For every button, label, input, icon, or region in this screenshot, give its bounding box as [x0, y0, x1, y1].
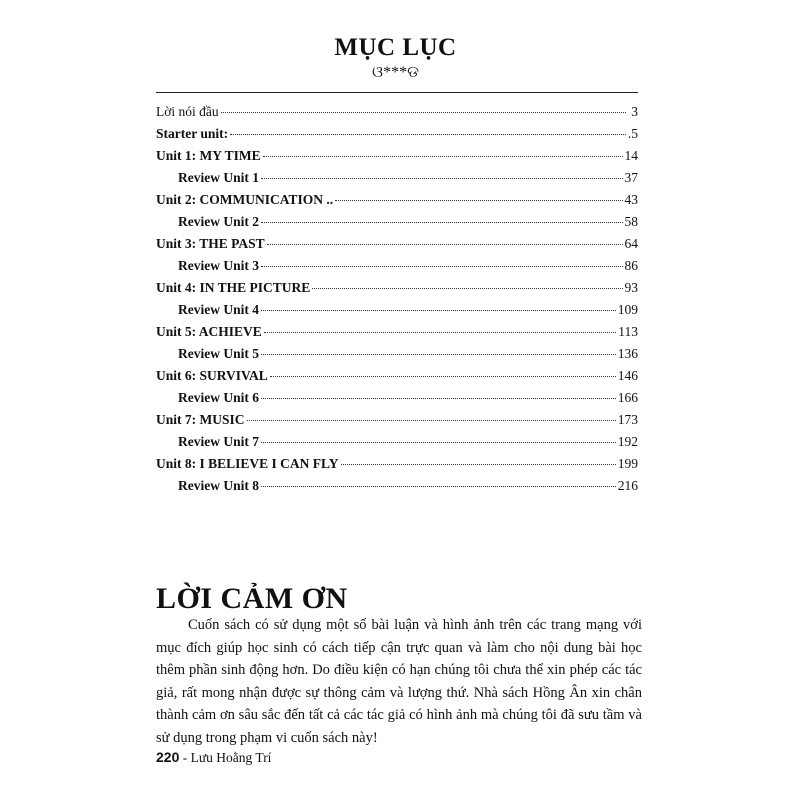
toc-entry-page: 37: [624, 170, 638, 185]
toc-entry-page: 3: [631, 104, 638, 119]
toc-entry-label: Review Unit 2: [178, 214, 259, 229]
thanks-title: LỜI CẢM ƠN: [156, 582, 348, 615]
toc-list: [156, 104, 638, 500]
toc-subentry: [156, 170, 638, 192]
toc-leader-dots: [270, 375, 616, 377]
toc-subentry: [156, 258, 638, 280]
toc-entry: [156, 280, 638, 302]
toc-leader-dots: [263, 155, 623, 157]
toc-entry-page: 166: [617, 390, 638, 405]
toc-entry-label: Unit 8: I BELIEVE I CAN FLY: [156, 456, 339, 471]
toc-entry-label: Review Unit 1: [178, 170, 259, 185]
toc-leader-dots: [247, 419, 616, 421]
toc-leader-dots: [261, 309, 616, 311]
toc-entry-label: Unit 7: MUSIC: [156, 412, 245, 427]
toc-entry-label: Unit 3: THE PAST: [156, 236, 265, 251]
toc-leader-dots: [267, 243, 623, 245]
toc-subentry: [156, 434, 638, 456]
toc-leader-dots: [261, 353, 616, 355]
toc-subentry: [156, 214, 638, 236]
toc-entry: [156, 324, 638, 346]
toc-entry-label: Review Unit 8: [178, 478, 259, 493]
toc-entry-page: 109: [617, 302, 638, 317]
toc-leader-dots: [261, 221, 623, 223]
toc-leader-dots: [261, 397, 616, 399]
toc-entry-page: 146: [617, 368, 638, 383]
toc-leader-dots: [335, 199, 622, 201]
toc-subentry: [156, 478, 638, 500]
toc-subentry: [156, 346, 638, 368]
page-number: 220: [156, 749, 180, 765]
toc-subentry: [156, 390, 638, 412]
toc-entry: [156, 412, 638, 434]
toc-entry-page: 43: [624, 192, 638, 207]
toc-leader-dots: [221, 111, 626, 113]
toc-entry-label: Unit 2: COMMUNICATION ..: [156, 192, 334, 207]
toc-entry-page: 199: [617, 456, 638, 471]
toc-entry: [156, 192, 638, 214]
toc-leader-dots: [261, 177, 623, 179]
toc-leader-dots: [312, 287, 622, 289]
toc-entry: [156, 456, 638, 478]
thanks-body: Cuốn sách có sử dụng một số bài luận và hình ảnh trên các trang mạng với mục đích giúp học sinh có cách tiếp cận trực quan và làm cho nội dung bài học thêm phần sinh động hơn. Do điều kiện có hạn chúng tôi chưa thể xin phép các tác giả, rất mong nhận được sự thông cảm và lượng thứ. Nhà sách Hồng Ân xin chân thành cảm ơn sâu sắc đến tất cả các tác giả có hình ảnh mà chúng tôi đã sưu tầm và sử dụng trong phạm vi cuốn sách này!: [156, 617, 642, 746]
toc-entry-label: Unit 4: IN THE PICTURE: [156, 280, 311, 295]
toc-leader-dots: [261, 441, 616, 443]
toc-entry-label: Review Unit 5: [178, 346, 259, 361]
page-footer: [156, 749, 271, 766]
toc-entry: [156, 148, 638, 170]
toc-divider: [156, 92, 638, 93]
toc-entry: [156, 104, 638, 126]
toc-entry-page: 136: [617, 346, 638, 361]
footer-author: Lưu Hoằng Trí: [190, 750, 272, 765]
toc-entry-label: Unit 5: ACHIEVE: [156, 324, 262, 339]
toc-title: MỤC LỤC: [334, 34, 457, 61]
toc-entry-label: Review Unit 7: [178, 434, 259, 449]
toc-entry-page: 58: [624, 214, 638, 229]
toc-entry-page: 173: [617, 412, 638, 427]
toc-subentry: [156, 302, 638, 324]
toc-entry-page: 192: [617, 434, 638, 449]
toc-entry-page: 64: [624, 236, 638, 251]
toc-leader-dots: [230, 133, 626, 135]
toc-entry-label: Starter unit:: [156, 126, 229, 141]
toc-entry-label: Lời nói đầu: [156, 104, 219, 119]
footer-separator: -: [182, 750, 188, 765]
toc-leader-dots: [261, 485, 616, 487]
toc-leader-dots: [264, 331, 616, 333]
toc-entry-label: Review Unit 6: [178, 390, 259, 405]
toc-entry-label: Unit 6: SURVIVAL: [156, 368, 268, 383]
toc-entry-page: 14: [624, 148, 638, 163]
toc-entry: [156, 236, 638, 258]
toc-entry-page: 86: [624, 258, 638, 273]
toc-entry: [156, 126, 638, 148]
toc-entry-label: Review Unit 4: [178, 302, 259, 317]
toc-entry-label: Review Unit 3: [178, 258, 259, 273]
toc-entry-page: 113: [618, 324, 638, 339]
toc-entry-page: 216: [617, 478, 638, 493]
toc-ornament: ଓ***ଡ: [372, 64, 419, 81]
toc-leader-dots: [261, 265, 623, 267]
toc-entry-page: 93: [624, 280, 638, 295]
toc-entry-page: .5: [627, 126, 638, 141]
toc-entry-label: Unit 1: MY TIME: [156, 148, 261, 163]
toc-entry: [156, 368, 638, 390]
toc-leader-dots: [341, 463, 616, 465]
